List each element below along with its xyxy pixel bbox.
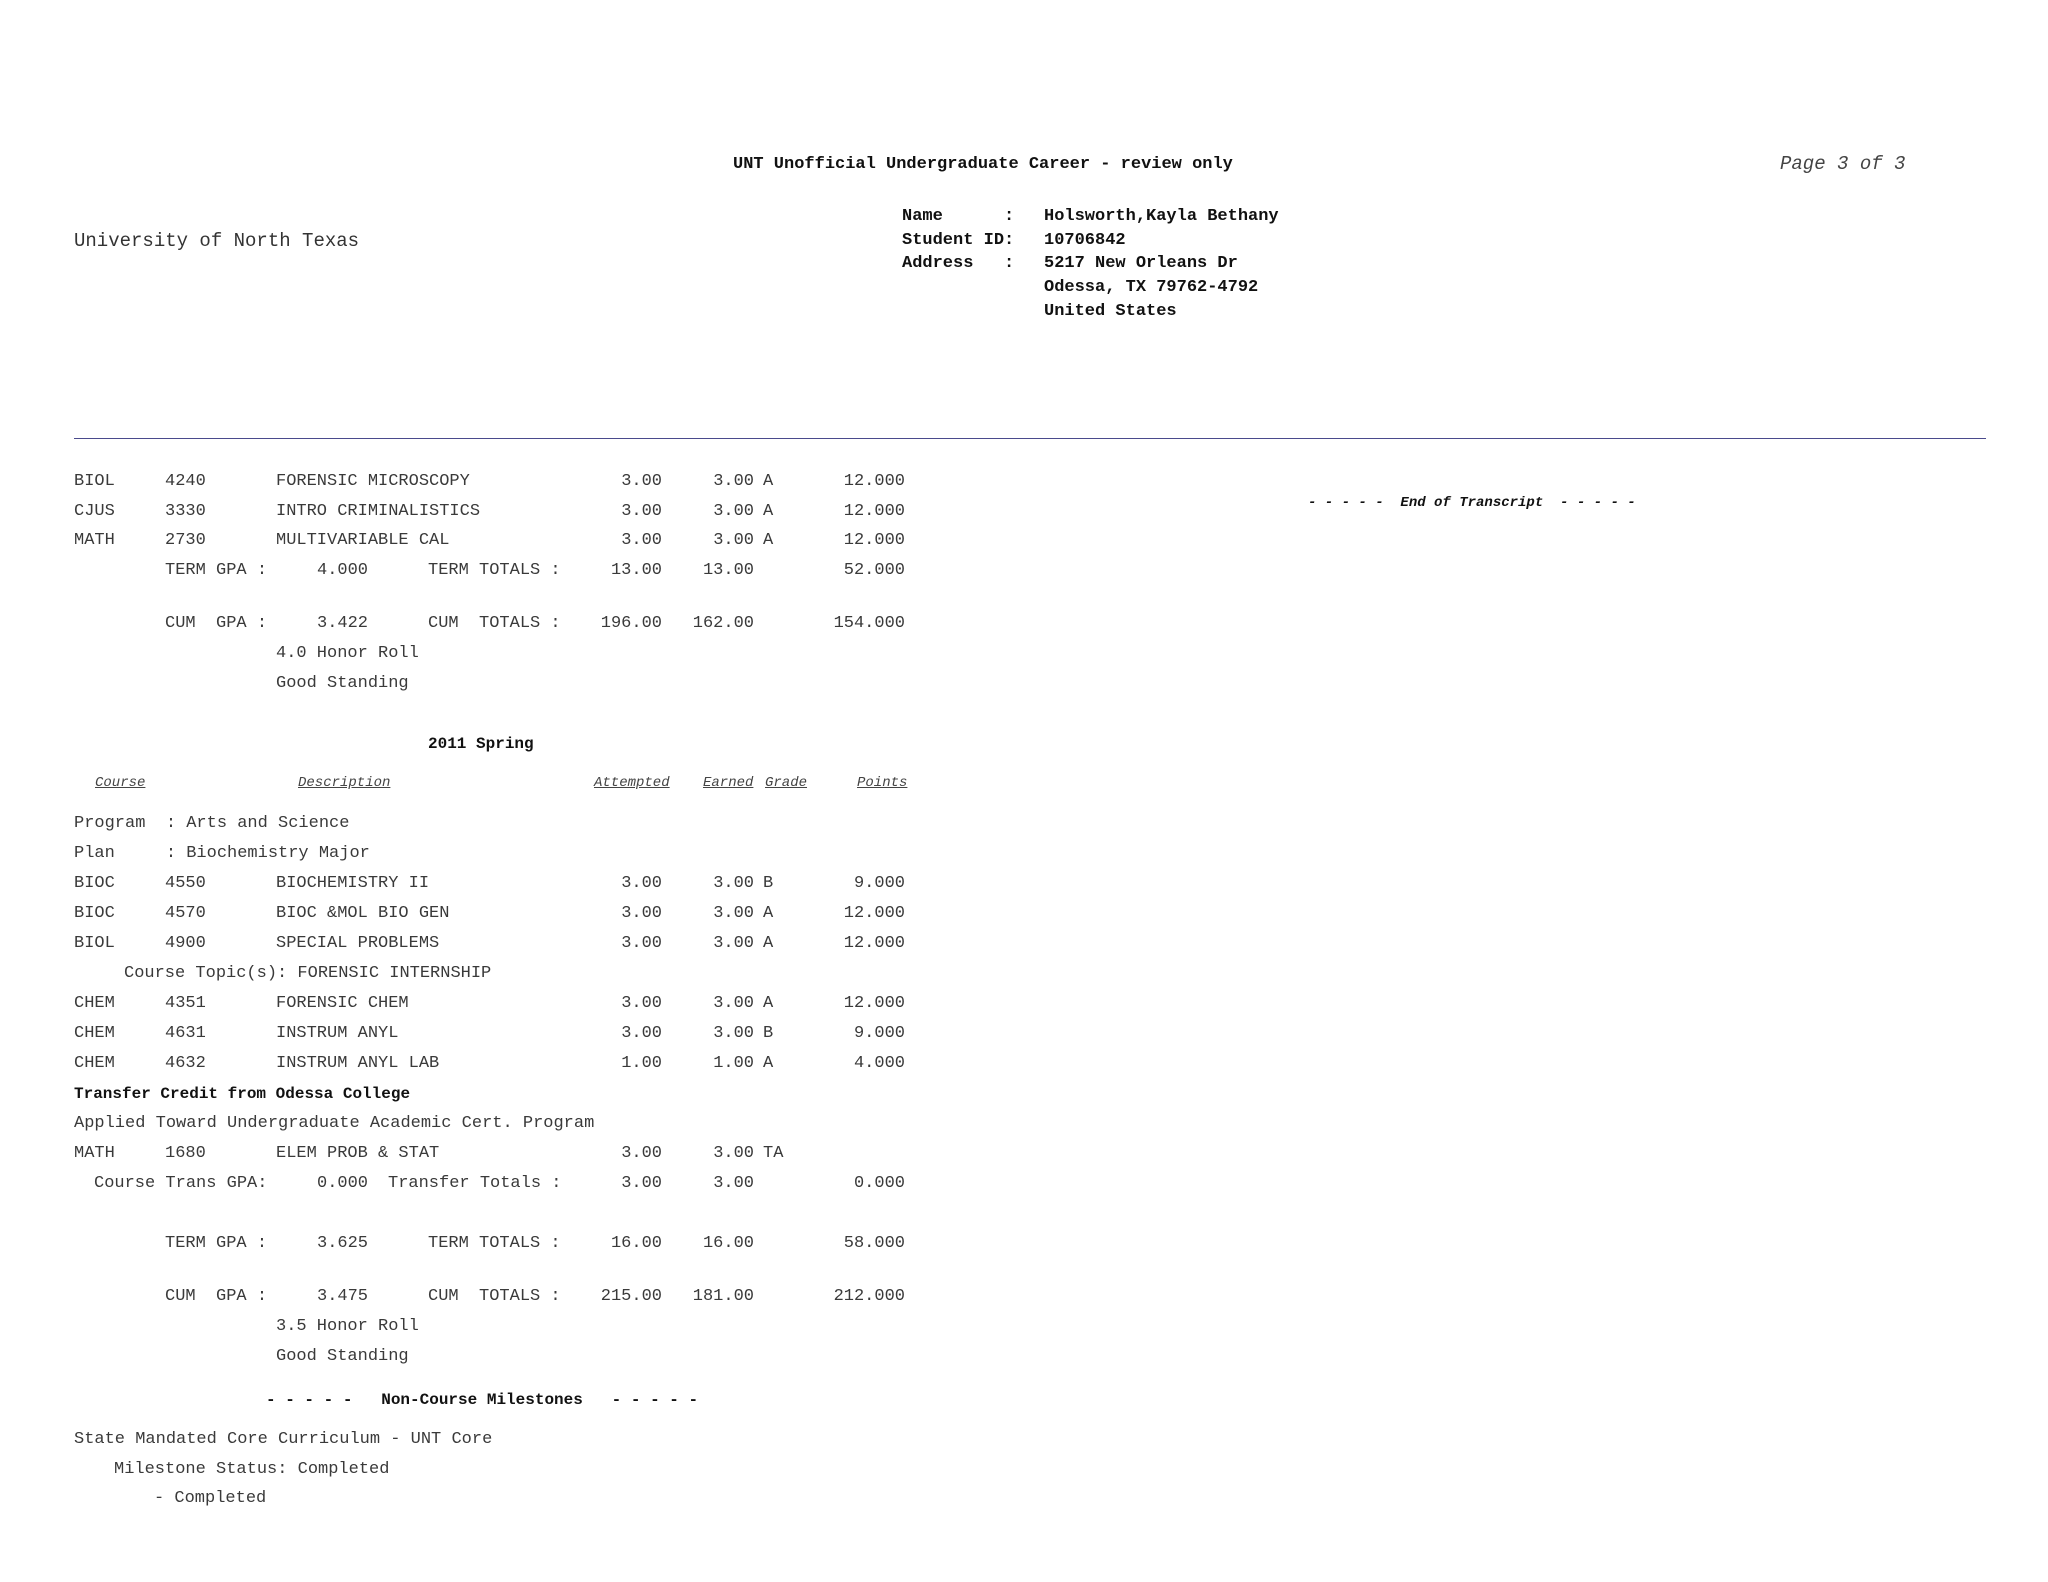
cum-gpa-label: CUM GPA : [165, 1287, 268, 1306]
course-number: 4632 [165, 1054, 206, 1073]
col-course: Course [95, 775, 146, 791]
cum-points: 212.000 [833, 1287, 905, 1306]
transfer-heading: Transfer Credit from Odessa College [74, 1085, 411, 1103]
report-title: UNT Unofficial Undergraduate Career - review only [733, 155, 1233, 174]
col-description: Description [298, 775, 391, 791]
course-earned: 3.00 [713, 1024, 754, 1043]
course-number: 2730 [165, 531, 206, 550]
honor-roll: 4.0 Honor Roll [276, 644, 419, 663]
trans-totals-label: Transfer Totals : [388, 1174, 562, 1193]
academic-standing: Good Standing [276, 674, 409, 693]
course-grade: B [763, 1024, 774, 1043]
cum-earned: 162.00 [692, 614, 754, 633]
trans-earned: 3.00 [713, 1174, 754, 1193]
course-number: 4570 [165, 904, 206, 923]
cum-gpa-value: 3.422 [317, 614, 369, 633]
cum-totals-label: CUM TOTALS : [428, 1287, 561, 1306]
course-attempted: 3.00 [621, 904, 662, 923]
course-number: 1680 [165, 1144, 206, 1163]
milestone-sub: - Completed [154, 1489, 267, 1508]
cum-gpa-label: CUM GPA : [165, 614, 268, 633]
course-points: 12.000 [843, 904, 905, 923]
term-points: 58.000 [843, 1234, 905, 1253]
course-points: 12.000 [843, 994, 905, 1013]
course-grade: A [763, 472, 774, 491]
course-attempted: 3.00 [621, 502, 662, 521]
address-line: 5217 New Orleans Dr [1044, 254, 1238, 273]
course-description: FORENSIC CHEM [276, 994, 409, 1013]
course-number: 3330 [165, 502, 206, 521]
program-line: Program : Arts and Science [74, 814, 350, 833]
milestones-heading: - - - - - Non-Course Milestones - - - - - [266, 1391, 699, 1409]
cum-earned: 181.00 [692, 1287, 754, 1306]
trans-gpa-value: 0.000 [317, 1174, 369, 1193]
end-of-transcript: - - - - - End of Transcript - - - - - [1308, 495, 1636, 511]
course-grade: A [763, 934, 774, 953]
course-description: FORENSIC MICROSCOPY [276, 472, 470, 491]
course-earned: 3.00 [713, 994, 754, 1013]
course-points: 12.000 [843, 531, 905, 550]
course-description: INSTRUM ANYL LAB [276, 1054, 440, 1073]
course-points: 4.000 [853, 1054, 905, 1073]
address-line: United States [1044, 302, 1177, 321]
institution-name: University of North Texas [74, 230, 360, 252]
course-subject: BIOC [74, 874, 115, 893]
col-earned: Earned [703, 775, 754, 791]
honor-roll: 3.5 Honor Roll [276, 1317, 419, 1336]
course-earned: 3.00 [713, 472, 754, 491]
term-earned: 13.00 [702, 561, 754, 580]
course-attempted: 3.00 [621, 1144, 662, 1163]
course-description: SPECIAL PROBLEMS [276, 934, 440, 953]
course-attempted: 1.00 [621, 1054, 662, 1073]
course-description: ELEM PROB & STAT [276, 1144, 440, 1163]
address-label: Address : [902, 254, 1015, 273]
page-number: Page 3 of 3 [1780, 153, 1906, 175]
course-subject: MATH [74, 531, 115, 550]
course-subject: BIOL [74, 472, 115, 491]
term-attempted: 16.00 [610, 1234, 662, 1253]
address-line: Odessa, TX 79762-4792 [1044, 278, 1259, 297]
student-id: 10706842 [1044, 231, 1126, 250]
trans-points: 0.000 [853, 1174, 905, 1193]
course-number: 4550 [165, 874, 206, 893]
course-description: INSTRUM ANYL [276, 1024, 399, 1043]
course-earned: 3.00 [713, 1144, 754, 1163]
course-points: 9.000 [853, 1024, 905, 1043]
milestone-item: State Mandated Core Curriculum - UNT Core [74, 1430, 493, 1449]
course-earned: 3.00 [713, 934, 754, 953]
course-attempted: 3.00 [621, 934, 662, 953]
course-earned: 3.00 [713, 502, 754, 521]
course-description: BIOC &MOL BIO GEN [276, 904, 450, 923]
milestone-status: Milestone Status: Completed [114, 1460, 390, 1479]
course-points: 12.000 [843, 502, 905, 521]
student-id-label: Student ID: [902, 231, 1015, 250]
course-grade: A [763, 994, 774, 1013]
term-gpa-value: 4.000 [317, 561, 369, 580]
course-subject: CHEM [74, 994, 115, 1013]
course-attempted: 3.00 [621, 1024, 662, 1043]
col-attempted: Attempted [594, 775, 670, 791]
course-subject: BIOL [74, 934, 115, 953]
term-earned: 16.00 [702, 1234, 754, 1253]
course-points: 9.000 [853, 874, 905, 893]
cum-points: 154.000 [833, 614, 905, 633]
course-description: INTRO CRIMINALISTICS [276, 502, 481, 521]
term-totals-label: TERM TOTALS : [428, 1234, 561, 1253]
course-grade: B [763, 874, 774, 893]
term-gpa-value: 3.625 [317, 1234, 369, 1253]
col-grade: Grade [765, 775, 808, 791]
plan-line: Plan : Biochemistry Major [74, 844, 370, 863]
course-subject: MATH [74, 1144, 115, 1163]
col-points: Points [857, 775, 908, 791]
course-number: 4351 [165, 994, 206, 1013]
term-totals-label: TERM TOTALS : [428, 561, 561, 580]
course-points: 12.000 [843, 934, 905, 953]
course-subject: CHEM [74, 1054, 115, 1073]
course-earned: 3.00 [713, 874, 754, 893]
course-subject: CHEM [74, 1024, 115, 1043]
academic-standing: Good Standing [276, 1347, 409, 1366]
cum-attempted: 215.00 [600, 1287, 662, 1306]
course-number: 4240 [165, 472, 206, 491]
course-topic: Course Topic(s): FORENSIC INTERNSHIP [124, 964, 492, 983]
course-number: 4900 [165, 934, 206, 953]
course-number: 4631 [165, 1024, 206, 1043]
course-subject: CJUS [74, 502, 115, 521]
course-earned: 1.00 [713, 1054, 754, 1073]
course-description: BIOCHEMISTRY II [276, 874, 430, 893]
term-gpa-label: TERM GPA : [165, 1234, 268, 1253]
cum-totals-label: CUM TOTALS : [428, 614, 561, 633]
term-attempted: 13.00 [610, 561, 662, 580]
header-divider [74, 438, 1986, 439]
course-grade: A [763, 502, 774, 521]
course-description: MULTIVARIABLE CAL [276, 531, 450, 550]
student-name: Holsworth,Kayla Bethany [1044, 207, 1279, 226]
trans-gpa-label: Course Trans GPA: [94, 1174, 268, 1193]
course-attempted: 3.00 [621, 874, 662, 893]
name-label: Name : [902, 207, 1015, 226]
course-earned: 3.00 [713, 531, 754, 550]
course-attempted: 3.00 [621, 531, 662, 550]
term-points: 52.000 [843, 561, 905, 580]
course-grade: A [763, 904, 774, 923]
course-grade: A [763, 1054, 774, 1073]
course-subject: BIOC [74, 904, 115, 923]
course-attempted: 3.00 [621, 472, 662, 491]
course-earned: 3.00 [713, 904, 754, 923]
cum-gpa-value: 3.475 [317, 1287, 369, 1306]
course-attempted: 3.00 [621, 994, 662, 1013]
term-title: 2011 Spring [428, 735, 534, 753]
term-gpa-label: TERM GPA : [165, 561, 268, 580]
transfer-applied: Applied Toward Undergraduate Academic Cert. Program [74, 1114, 595, 1133]
course-grade: A [763, 531, 774, 550]
course-grade: TA [763, 1144, 784, 1163]
trans-attempted: 3.00 [621, 1174, 662, 1193]
cum-attempted: 196.00 [600, 614, 662, 633]
course-points: 12.000 [843, 472, 905, 491]
